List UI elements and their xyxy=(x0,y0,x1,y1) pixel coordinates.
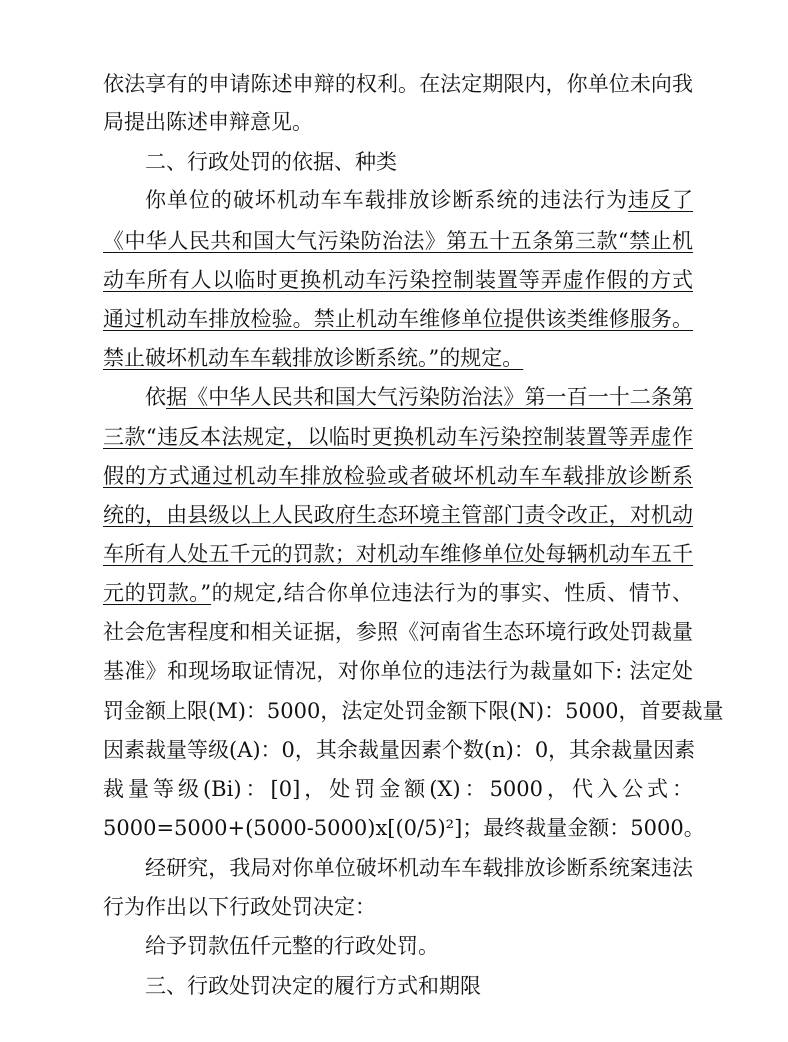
text-segment: 5000=5000+(5000-5000)x[(0/5)²]；最终裁量金额：5000。 xyxy=(103,816,705,840)
formula-line xyxy=(103,815,705,841)
text-line xyxy=(103,658,693,684)
underlined-text: 据《中华人民共和国大气污染防治法》第一百一十二条第 xyxy=(166,385,694,409)
text-segment: 给予罚款伍仟元整的行政处罚。 xyxy=(145,934,439,958)
section-heading xyxy=(145,149,693,175)
text-segment: 罚金额上限(M)：5000，法定处罚金额下限(N)：5000，首要裁量 xyxy=(103,699,724,723)
text-line xyxy=(145,933,693,959)
text-segment: 统的，由县级以上人民政府生态环境主管部门责令改正，对机动 xyxy=(103,503,693,527)
text-segment: 依 xyxy=(145,385,167,409)
text-segment: 《中华人民共和国大气污染防治法》第五十五条第三款“禁止机 xyxy=(103,229,693,253)
text-line xyxy=(103,776,693,802)
text-segment: 基准》和现场取证情况，对你单位的违法行为裁量如下: 法定处 xyxy=(103,659,693,683)
text-segment: 二、行政处罚的依据、种类 xyxy=(145,150,397,174)
text-segment: 假的方式通过机动车排放检验或者破坏机动车车载排放诊断系 xyxy=(103,464,693,488)
underlined-line xyxy=(103,463,693,489)
underlined-line xyxy=(103,345,693,371)
text-segment: 局提出陈述申辩意见。 xyxy=(103,110,313,134)
text-line xyxy=(145,187,693,213)
text-segment: 经研究，我局对你单位破坏机动车车载排放诊断系统案违法 xyxy=(145,856,693,880)
underlined-line xyxy=(103,228,693,254)
underlined-line xyxy=(103,541,693,567)
text-line xyxy=(103,737,696,763)
underlined-line xyxy=(103,502,693,528)
text-segment: 因素裁量等级(A)：0，其余裁量因素个数(n)：0，其余裁量因素 xyxy=(103,738,696,762)
text-segment: 三款“违反本法规定，以临时更换机动车污染控制装置等弄虚作 xyxy=(103,425,693,449)
text-line xyxy=(145,855,693,881)
text-segment: 三、行政处罚决定的履行方式和期限 xyxy=(145,974,481,998)
text-line xyxy=(103,698,724,724)
text-segment: 依法享有的申请陈述申辩的权利。在法定期限内，你单位未向我 xyxy=(103,72,693,96)
text-line xyxy=(145,384,693,410)
underlined-text: 违反了 xyxy=(628,188,694,212)
text-line xyxy=(103,894,693,920)
section-heading xyxy=(145,973,693,999)
underlined-line xyxy=(103,424,693,450)
text-segment: 通过机动车排放检验。禁止机动车维修单位提供该类维修服务。 xyxy=(103,307,693,331)
text-segment: 社会危害程度和相关证据，参照《河南省生态环境行政处罚裁量 xyxy=(103,620,693,644)
text-line xyxy=(103,71,693,97)
text-segment: 的规定,结合你单位违法行为的事实、性质、情节、 xyxy=(211,581,693,605)
text-line xyxy=(103,580,693,606)
text-segment: 禁止破坏机动车车载排放诊断系统。”的规定。 xyxy=(103,346,524,370)
text-segment: 车所有人处五千元的罚款；对机动车维修单位处每辆机动车五千 xyxy=(103,542,693,566)
text-line xyxy=(103,109,693,135)
underlined-line xyxy=(103,267,693,293)
text-line xyxy=(103,619,693,645)
underlined-text: 元的罚款。” xyxy=(103,581,212,605)
text-segment: 裁量等级(Bi)：[0]，处罚金额(X)：5000，代入公式： xyxy=(103,777,693,801)
text-segment: 你单位的破坏机动车车载排放诊断系统的违法行为 xyxy=(145,188,629,212)
text-segment: 动车所有人以临时更换机动车污染控制装置等弄虚作假的方式 xyxy=(103,268,693,292)
text-segment: 行为作出以下行政处罚决定： xyxy=(103,895,376,919)
underlined-line xyxy=(103,306,693,332)
